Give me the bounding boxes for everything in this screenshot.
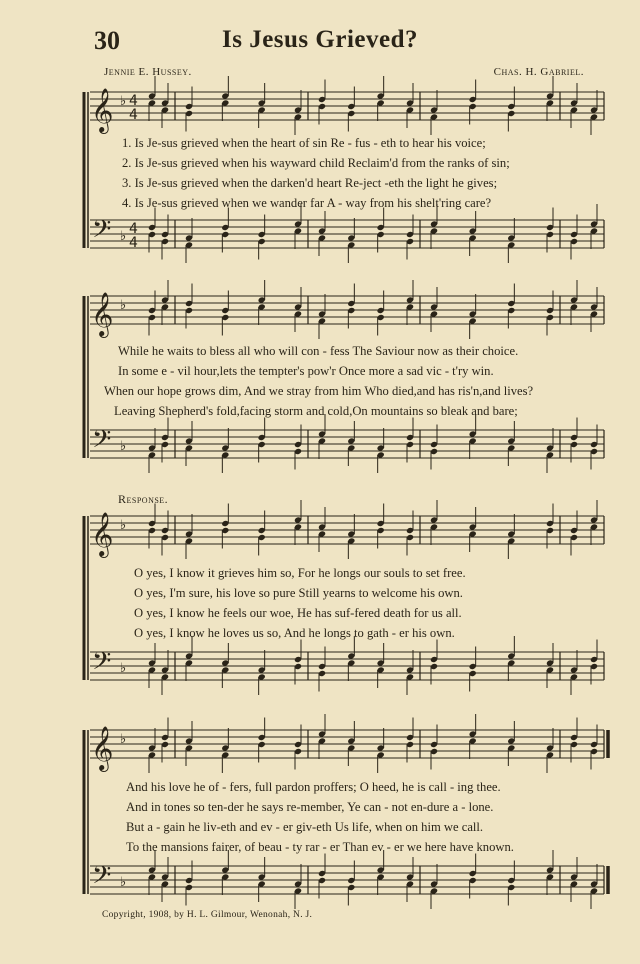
- lyric-line: To the mansions fairer, of beau - ty rar - er Than ev - er we here have known.: [126, 840, 514, 854]
- lyric-line: O yes, I know he feels our woe, He has suf-fered death for us all.: [134, 606, 462, 620]
- lyricist-credit: Jennie E. Hussey.: [104, 66, 192, 78]
- lyric-line: 2. Is Je-sus grieved when his wayward child Reclaim'd from the ranks of sin;: [122, 156, 510, 170]
- time-signature: 4: [129, 107, 138, 123]
- bass-clef: 𝄢: [92, 425, 112, 460]
- treble-clef: 𝄞: [91, 88, 114, 132]
- lyric-line: Leaving Shepherd's fold,facing storm and cold,On mountains so bleak and bare;: [114, 404, 518, 418]
- flat-sign: ♭: [120, 94, 127, 109]
- bass-clef: 𝄢: [92, 215, 112, 250]
- treble-clef: 𝄞: [91, 292, 114, 336]
- lyric-line: O yes, I'm sure, his love so pure Still yearns to welcome his own.: [134, 586, 463, 600]
- hymn-title: Is Jesus Grieved?: [222, 26, 418, 53]
- time-signature: 4: [129, 235, 138, 251]
- flat-sign: ♭: [120, 732, 127, 747]
- composer-credit: Chas. H. Gabriel.: [493, 66, 584, 78]
- lyric-line: 4. Is Je-sus grieved when we wander far A - way from his shelt'ring care?: [122, 196, 492, 210]
- lyric-line: When our hope grows dim, And we stray from him Who died,and has ris'n,and lives?: [104, 384, 534, 398]
- lyric-line: In some e - vil hour,lets the tempter's pow'r Once more a sad vic - t'ry win.: [118, 364, 494, 378]
- bass-clef: 𝄢: [92, 647, 112, 682]
- lyric-line: 1. Is Je-sus grieved when the heart of sin Re - fus - eth to hear his voice;: [122, 136, 486, 150]
- lyric-line: 3. Is Je-sus grieved when the darken'd heart Re-ject -eth the light he gives;: [122, 176, 498, 190]
- flat-sign: ♭: [120, 439, 127, 454]
- flat-sign: ♭: [120, 518, 127, 533]
- bass-clef: 𝄢: [92, 861, 112, 896]
- flat-sign: ♭: [120, 661, 127, 676]
- lyric-line: And his love he of - fers, full pardon proffers; O heed, he is call - ing thee.: [126, 780, 501, 794]
- lyric-line: But a - gain he liv-eth and ev - er giv-eth Us life, when on him we call.: [126, 820, 484, 834]
- lyric-line: While he waits to bless all who will con - fess The Saviour now as their choice.: [118, 344, 519, 358]
- time-signature: 4: [129, 93, 138, 109]
- lyric-line: O yes, I know it grieves him so, For he longs our souls to set free.: [134, 566, 466, 580]
- copyright-notice: Copyright, 1908, by H. L. Gilmour, Wenonah, N. J.: [102, 910, 313, 920]
- lyric-line: And in tones so ten-der he says re-member, Ye can - not en-dure a - lone.: [126, 800, 494, 814]
- response-label: Response.: [118, 492, 169, 506]
- treble-clef: 𝄞: [91, 512, 114, 556]
- flat-sign: ♭: [120, 298, 127, 313]
- flat-sign: ♭: [120, 875, 127, 890]
- treble-clef: 𝄞: [91, 726, 114, 770]
- time-signature: 4: [129, 221, 138, 237]
- lyric-line: O yes, I know he loves us so, And he longs to gath - er his own.: [134, 626, 455, 640]
- flat-sign: ♭: [120, 229, 127, 244]
- page-number: 30: [94, 26, 120, 55]
